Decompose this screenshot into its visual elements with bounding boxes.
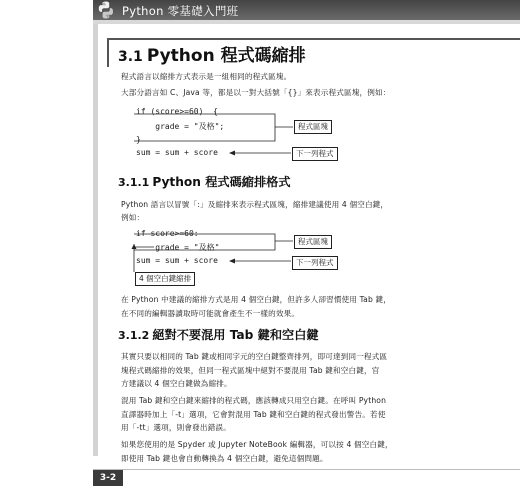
sub2-p1-line-3: 方建議以 4 個空白鍵做為縮排。 xyxy=(121,379,232,388)
subsection-2-number: 3.1.2 xyxy=(118,329,150,342)
code2-next-label: 下一列程式 xyxy=(292,256,338,270)
code1-line-2: grade = "及格"; xyxy=(136,122,225,131)
section-frame xyxy=(107,38,520,40)
code2-line-3: sum = sum + score xyxy=(136,256,218,265)
sub2-p1-line-2: 塊程式碼縮排的效果，但同一程式區塊中絕對不要混用 Tab 鍵和空白鍵，官 xyxy=(121,366,380,375)
subsection-1-number: 3.1.1 xyxy=(118,176,150,189)
sub2-p3-line-1: 如果您使用的是 Spyder 或 Jupyter NoteBook 編輯器，可以按 4 個空白鍵， xyxy=(121,440,393,449)
code2-line-1: if score>=60: xyxy=(136,229,199,238)
section-title-text: Python 程式碼縮排 xyxy=(146,46,306,66)
subsection-1-title xyxy=(118,173,291,190)
sub2-p3-line-2: 即使用 Tab 鍵也會自動轉換為 4 個空白鍵，避免這個問題。 xyxy=(121,454,328,463)
code1-line-3: } xyxy=(136,135,141,144)
sub1-line-1: Python 語言以冒號「:」及縮排來表示程式區塊，縮排建議使用 4 個空白鍵， xyxy=(121,200,389,209)
python-logo-icon xyxy=(96,0,116,20)
section-frame-left xyxy=(107,38,109,67)
sub1-after-line-1: 在 Python 中建議的縮排方式是用 4 個空白鍵，但許多人卻習慣使用 Tab 鍵， xyxy=(121,295,391,304)
sub1-after-line-2: 在不同的編輯器讀取時可能就會產生不一樣的效果。 xyxy=(121,309,300,318)
intro-line-1: 程式語言以縮排方式表示是一組相同的程式區塊。 xyxy=(121,72,292,81)
header-title: Python 零基礎入門班 xyxy=(122,4,239,18)
sub1-line-2: 例如： xyxy=(121,213,145,222)
page-number-badge: 3-2 xyxy=(93,470,123,486)
section-title xyxy=(118,41,306,66)
code1-arrow-head xyxy=(229,151,235,156)
code1-next-label: 下一列程式 xyxy=(292,147,338,161)
code2-indent-label: 4 個空白鍵縮排 xyxy=(135,272,195,286)
intro-line-2: 大部分語言如 C、Java 等，都是以一對大括號「{}」來表示程式區塊，例如： xyxy=(121,88,391,97)
sub2-p2-line-3: 用「-tt」選項，則會發出錯誤。 xyxy=(121,423,231,432)
code1-block-label: 程式區塊 xyxy=(294,120,332,134)
code1-line-1: if (score>=60) { xyxy=(136,107,218,116)
sub2-p2-line-1: 混用 Tab 鍵和空白鍵來縮排的程式碼，應該轉成只用空白鍵。在呼叫 Python xyxy=(121,396,387,405)
code2-arrow-head xyxy=(229,259,235,264)
code2-line-2: grade = "及格" xyxy=(136,243,220,252)
subsection-1-text: Python 程式碼縮排格式 xyxy=(152,175,291,189)
page-gutter xyxy=(93,24,98,456)
subsection-2-text: 絕對不要混用 Tab 鍵和空白鍵 xyxy=(152,328,319,342)
code2-block-label: 程式區塊 xyxy=(294,235,332,249)
subsection-2-title xyxy=(118,326,319,343)
code1-line-4: sum = sum + score xyxy=(136,148,218,157)
section-number: 3.1 xyxy=(118,49,143,65)
sub2-p1-line-1: 其實只要以相同的 Tab 鍵或相同字元的空白鍵整齊排列，即可達到同一程式區 xyxy=(121,352,388,361)
sub2-p2-line-2: 直譯器時加上「-t」選項，它會對混用 Tab 鍵和空白鍵的程式發出警告。若使 xyxy=(121,410,386,419)
footer-rule xyxy=(93,469,520,470)
